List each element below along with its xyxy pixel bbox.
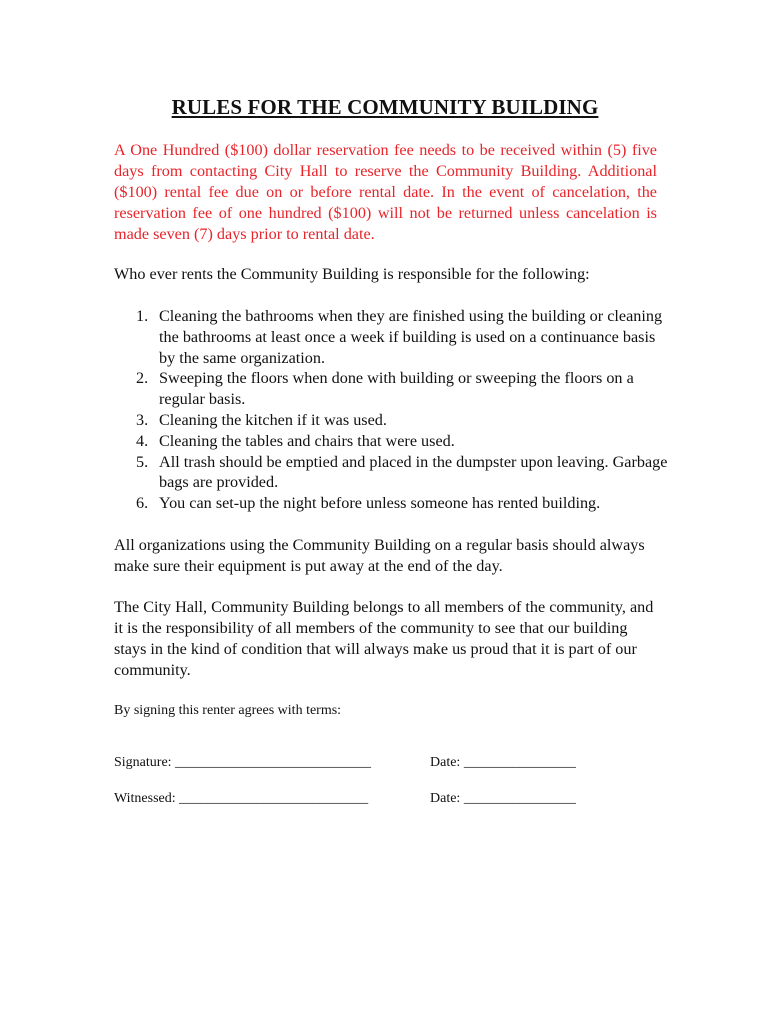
signature-date-field[interactable]: Date: ________________	[430, 755, 576, 770]
reservation-fee-notice: A One Hundred ($100) dollar reservation fee needs to be received within (5) five days from contacting City Hall to reserve the Community Building. Additional ($100) rental fee due on or before rental date. In the event of cancelation, the reservation fee of one hundred ($100) will not be returned unless cancelation is made seven (7) days prior to rental date.	[114, 141, 657, 243]
signature-field[interactable]: Signature: ____________________________	[114, 755, 372, 770]
rule-item	[114, 452, 674, 494]
rule-number: 1.	[136, 307, 149, 325]
witnessed-field[interactable]: Witnessed: ___________________________	[114, 791, 369, 806]
rule-item	[114, 306, 674, 368]
rule-text: You can set-up the night before unless someone has rented building.	[159, 494, 601, 513]
rule-item	[114, 431, 674, 452]
city-hall-paragraph: The City Hall, Community Building belongs to all members of the community, and it is the responsibility of all members of the community to see that our building stays in the kind of condition that will always make us proud that it is part of our community.	[114, 598, 654, 679]
rule-number: 5.	[136, 452, 149, 471]
rule-text: Sweeping the floors when done with building or sweeping the floors on a regular basis.	[159, 369, 634, 409]
agreement-statement: By signing this renter agrees with terms:	[114, 703, 342, 718]
rule-text: All trash should be emptied and placed in the dumpster upon leaving. Garbage bags are provided.	[159, 452, 668, 492]
rule-text: Cleaning the tables and chairs that were used.	[159, 431, 455, 450]
rule-number: 2.	[136, 369, 149, 388]
rule-text: Cleaning the bathrooms when they are finished using the building or cleaning the bathrooms at least once a week if building is used on a continuance basis by the same organization.	[159, 307, 663, 367]
organizations-paragraph: All organizations using the Community Building on a regular basis should always make sure their equipment is put away at the end of the day.	[114, 536, 645, 575]
rule-number: 6.	[136, 494, 149, 513]
responsibilities-intro: Who ever rents the Community Building is responsible for the following:	[114, 265, 590, 283]
rule-number: 4.	[136, 431, 149, 450]
document-title: RULES FOR THE COMMUNITY BUILDING	[171, 95, 599, 119]
rule-item	[114, 493, 674, 514]
rule-item	[114, 368, 674, 410]
rule-number: 3.	[136, 410, 149, 429]
rules-list	[114, 306, 674, 514]
witnessed-date-field[interactable]: Date: ________________	[430, 791, 576, 806]
rule-item	[114, 410, 674, 431]
rule-text: Cleaning the kitchen if it was used.	[159, 410, 387, 429]
